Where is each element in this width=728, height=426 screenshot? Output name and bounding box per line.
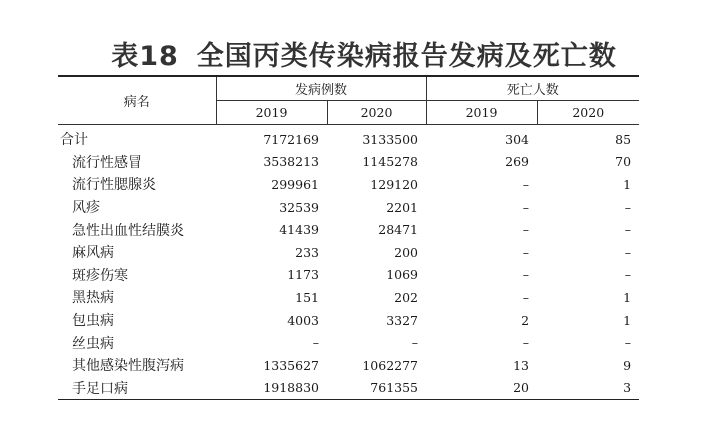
row-cases-2019: 1918830 — [216, 377, 327, 400]
row-cases-2019: 3538213 — [263, 154, 319, 170]
table-row — [58, 125, 639, 151]
row-deaths-2020: – — [624, 199, 632, 215]
row-deaths-2020: 9 — [623, 357, 632, 373]
statistics-table — [58, 75, 639, 400]
row-disease-name: 丝虫病 — [72, 335, 114, 352]
row-deaths-2019: 269 — [505, 154, 530, 170]
row-disease-name: 合计 — [60, 132, 88, 149]
table-title-text: 全国丙类传染病报告发病及死亡数 — [196, 41, 617, 72]
row-deaths-2020: 1 — [623, 176, 632, 192]
table-row — [58, 173, 639, 196]
row-disease-name: 流行性腮腺炎 — [72, 177, 156, 194]
row-disease-name: 急性出血性结膜炎 — [72, 222, 184, 239]
row-cases-2019: 41439 — [279, 222, 319, 238]
row-cases-2020: 1145278 — [362, 154, 419, 170]
row-cases-2019: 1173 — [287, 267, 319, 283]
row-cases-2020: 3327 — [386, 312, 419, 328]
table-body — [58, 125, 639, 400]
table-row — [58, 264, 639, 287]
table-row — [58, 354, 639, 377]
row-deaths-2019: 304 — [505, 131, 530, 147]
header-year: 2020 — [537, 101, 639, 125]
row-deaths-2020: 1 — [623, 312, 632, 328]
table-row — [58, 241, 639, 264]
row-disease-name: 包虫病 — [72, 313, 114, 330]
row-cases-2020: – — [411, 335, 419, 351]
header-year: 2020 — [327, 101, 426, 125]
row-cases-2020: 200 — [394, 244, 419, 260]
row-cases-2019: 32539 — [279, 199, 319, 215]
row-cases-2019: 151 — [295, 289, 319, 305]
row-cases-2020: 1062277 — [362, 357, 419, 373]
row-deaths-2020: 85 — [615, 131, 632, 147]
table-number: 表18 — [111, 41, 179, 72]
row-deaths-2019: – — [522, 244, 530, 260]
row-cases-2019: 299961 — [271, 176, 319, 192]
table-row — [58, 151, 639, 174]
row-deaths-2020: – — [624, 222, 632, 238]
row-deaths-2019: – — [522, 289, 530, 305]
table-row — [58, 218, 639, 241]
row-cases-2020: 2201 — [386, 199, 419, 215]
row-deaths-2020: – — [624, 244, 632, 260]
row-deaths-2019: – — [522, 199, 530, 215]
row-cases-2019: 233 — [295, 244, 319, 260]
row-cases-2020: 28471 — [378, 222, 419, 238]
row-deaths-2019: – — [522, 222, 530, 238]
row-cases-2020: 202 — [394, 289, 419, 305]
row-disease-name: 手足口病 — [58, 377, 216, 400]
row-cases-2020: 1069 — [386, 267, 419, 283]
header-year: 2019 — [216, 101, 327, 125]
row-deaths-2019: – — [522, 267, 530, 283]
row-disease-name: 风疹 — [72, 200, 100, 217]
row-cases-2020: 761355 — [327, 377, 426, 400]
row-cases-2020: 129120 — [370, 176, 419, 192]
row-deaths-2020: – — [624, 335, 632, 351]
table-title — [0, 34, 728, 73]
table-row — [58, 309, 639, 332]
row-disease-name: 其他感染性腹泻病 — [72, 358, 184, 375]
row-deaths-2019: 20 — [426, 377, 537, 400]
row-cases-2020: 3133500 — [362, 131, 419, 147]
row-cases-2019: – — [312, 335, 319, 351]
table-row — [58, 286, 639, 309]
row-deaths-2020: 3 — [537, 377, 639, 400]
row-disease-name: 流行性感冒 — [72, 154, 142, 171]
row-cases-2019: 4003 — [287, 312, 319, 328]
row-deaths-2020: 70 — [615, 154, 632, 170]
header-deaths: 死亡人数 — [426, 76, 639, 101]
row-disease-name: 斑疹伤寒 — [72, 267, 128, 284]
table-row — [58, 331, 639, 354]
header-disease-name: 病名 — [58, 76, 216, 125]
table-row — [58, 196, 639, 219]
row-deaths-2019: 2 — [521, 312, 530, 328]
row-disease-name: 黑热病 — [72, 290, 114, 307]
header-cases: 发病例数 — [216, 76, 426, 101]
row-deaths-2019: – — [522, 176, 530, 192]
header-year: 2019 — [426, 101, 537, 125]
row-cases-2019: 7172169 — [263, 131, 319, 147]
row-deaths-2019: – — [522, 335, 530, 351]
row-deaths-2019: 13 — [513, 357, 530, 373]
row-disease-name: 麻风病 — [72, 245, 114, 262]
row-deaths-2020: – — [624, 267, 632, 283]
row-deaths-2020: 1 — [623, 289, 632, 305]
row-cases-2019: 1335627 — [263, 357, 319, 373]
table-row — [58, 377, 639, 400]
